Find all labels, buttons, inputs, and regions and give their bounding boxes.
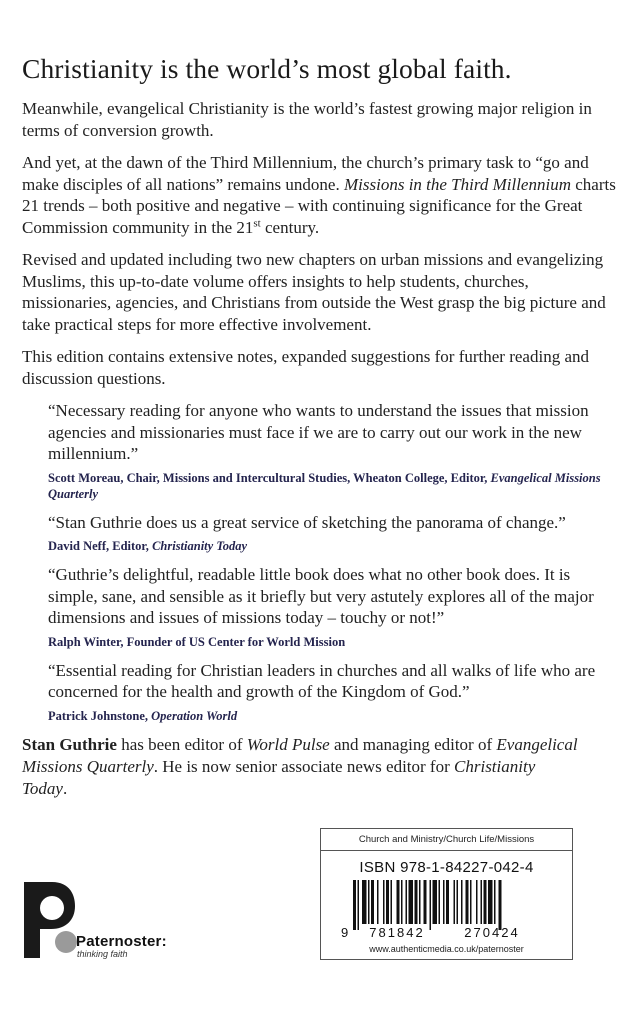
edition-paragraph: This edition contains extensive notes, expanded suggestions for further reading and discussion questions. — [22, 347, 589, 388]
barcode-bar — [456, 880, 458, 924]
endorsement-quote: “Essential reading for Christian leaders in churches and all walks of life who are concerned for the health and growth of the Kingdom of God.” — [48, 660, 596, 701]
endorsements — [22, 400, 622, 724]
barcode-bar — [498, 880, 501, 930]
barcode-digit-lead: 9 — [340, 925, 348, 940]
barcode-bar — [414, 880, 417, 924]
barcode-bar — [353, 880, 356, 930]
publisher-tagline: thinking faith — [77, 949, 128, 959]
trends-paragraph: And yet, at the dawn of the Third Millennium, the church’s primary task to “go and make disciples of all nations” remains undone. Missions in the Third Millennium charts 21 trends – both positive and negative – with continuing significance for the Great Commission community in the 21st century. — [22, 153, 616, 237]
barcode-bar — [483, 880, 486, 924]
endorsement-attribution: Patrick Johnstone, Operation World — [48, 708, 238, 723]
barcode-bar — [453, 880, 455, 924]
barcode-bar — [396, 880, 399, 924]
barcode-bar — [465, 880, 468, 924]
barcode-bar — [357, 880, 359, 930]
barcode-bar — [461, 880, 463, 924]
paternoster-p-icon — [22, 880, 78, 960]
barcode-panel — [320, 828, 573, 960]
barcode-bar — [377, 880, 379, 924]
intro-paragraph: Meanwhile, evangelical Christianity is the world’s fastest growing major religion in terms of conversion growth. — [22, 99, 592, 140]
barcode-bar — [371, 880, 374, 924]
endorsement-attribution: Ralph Winter, Founder of US Center for World Mission — [48, 634, 346, 649]
barcode-digits-left: 781842 — [368, 925, 425, 940]
endorsement-quote: “Stan Guthrie does us a great service of sketching the panorama of change.” — [48, 512, 566, 532]
barcode-bar — [362, 880, 367, 924]
endorsement-attribution: David Neff, Editor, Christianity Today — [48, 539, 248, 553]
barcode-bar — [432, 880, 437, 924]
barcode-bar — [443, 880, 445, 924]
barcode-bar — [390, 880, 392, 924]
barcode-bar — [470, 880, 472, 924]
barcode-bar — [488, 880, 493, 924]
barcode-bar — [429, 880, 431, 930]
barcode-bar — [405, 880, 407, 924]
barcode-bar — [386, 880, 389, 924]
isbn-barcode — [337, 880, 557, 942]
barcode-digits-right: 270424 — [463, 925, 520, 940]
book-category: Church and Ministry/Church Life/Missions — [321, 829, 572, 851]
back-cover-text — [22, 52, 622, 800]
barcode-bar — [401, 880, 403, 924]
barcode-bar — [438, 880, 440, 924]
isbn-label: ISBN 978-1-84227-042-4 — [359, 859, 534, 876]
barcode-bar — [480, 880, 482, 924]
barcode-bar — [368, 880, 370, 924]
endorsement-quote: “Necessary reading for anyone who wants to understand the issues that mission agencies and missionaries must face if we are to carry out our work in the new millennium.” — [48, 401, 589, 463]
barcode-bar — [419, 880, 421, 924]
barcode-bar — [446, 880, 449, 924]
publisher-url: www.authenticmedia.co.uk/paternoster — [369, 944, 524, 954]
revised-paragraph: Revised and updated including two new chapters on urban missions and evangelizing Muslims, this up-to-date volume offers insights to help students, churches, missionaries, agencies, and Christians from outside the West grasp the big picture and take practical steps for more effective involvement. — [22, 250, 606, 334]
author-name: Stan Guthrie — [22, 734, 117, 754]
book-title: Missions in the Third Millennium — [343, 174, 571, 194]
barcode-bar — [494, 880, 496, 924]
barcode-bar — [423, 880, 426, 924]
author-bio: Stan Guthrie has been editor of World Pulse and managing editor of Evangelical Missions Quarterly. He is now senior associate news editor for Christianity Today. — [22, 734, 578, 798]
endorsement-attribution: Scott Moreau, Chair, Missions and Intercultural Studies, Wheaton College, Editor, Evangelical Missions Quarterly — [48, 470, 601, 501]
barcode-bar — [383, 880, 385, 924]
endorsement-quote: “Guthrie’s delightful, readable little book does what no other book does. It is simple, sane, and sensible as it briefly but very astutely explores all of the major dimensions and issues of missions today – touchy or not!” — [48, 565, 594, 627]
headline: Christianity is the world’s most global faith. — [22, 53, 512, 84]
publisher-name: Paternoster: — [76, 933, 167, 950]
barcode-bar — [476, 880, 478, 924]
barcode-bar — [408, 880, 413, 924]
publisher-logo — [22, 880, 222, 960]
